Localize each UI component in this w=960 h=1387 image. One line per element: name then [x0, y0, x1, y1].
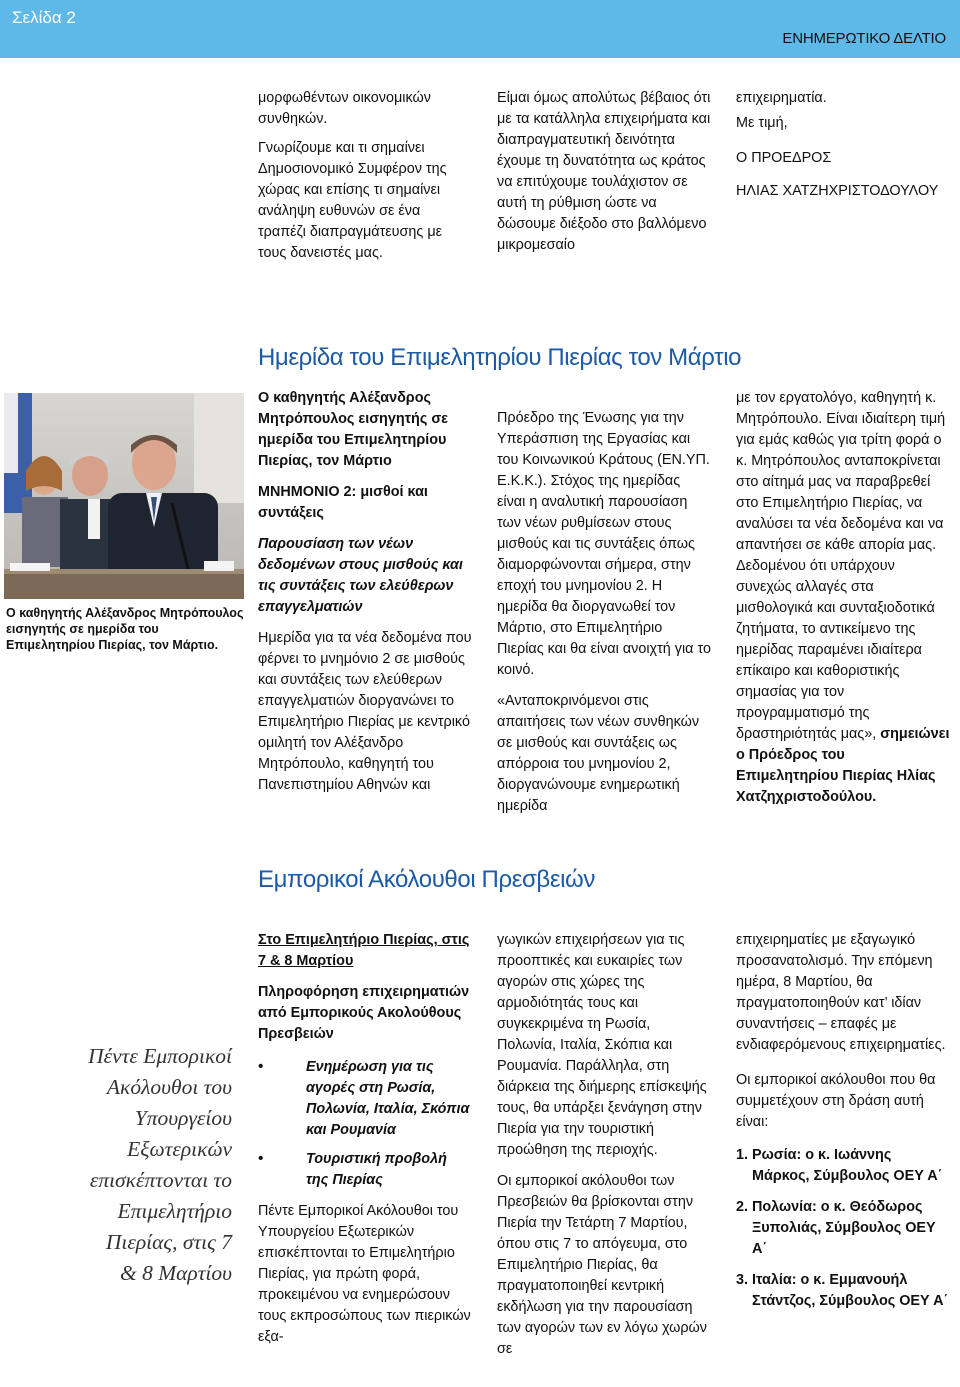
bullet-text: Τουριστική προβολή της Πιερίας — [306, 1151, 447, 1188]
seminar-italic-lead: Παρουσίαση των νέων δεδομένων στους μισθούς και τις συντάξεις των ελεύθερων επαγγελματιών — [258, 536, 463, 615]
attache-list-item — [736, 1270, 950, 1312]
seminar-col-1 — [258, 388, 472, 804]
newsletter-title: ΕΝΗΜΕΡΩΤΙΚΟ ΔΕΛΤΙΟ — [782, 30, 946, 47]
attache-list-item — [736, 1145, 950, 1187]
paragraph: «Ανταποκρινόμενοι στις απαιτήσεις των νέων συνθηκών σε μισθούς και συντάξεις ως απόρροια του μνημονίου 2, διοργανώνουμε ενημερωτική ημερίδα — [497, 693, 700, 814]
attaches-col-2 — [497, 930, 711, 1368]
speaker-photo — [4, 393, 244, 599]
bullet-item — [258, 1057, 472, 1141]
article-title-seminar: Ημερίδα του Επιμελητηρίου Πιερίας τον Μάρτιο — [258, 344, 742, 371]
signature-role: Ο ΠΡΟΕΔΡΟΣ — [736, 150, 832, 166]
seminar-quote: με τον εργατολόγο, καθηγητή κ. Μητρόπουλο. Είναι ιδιαίτερη τιμή για εμάς καθώς για τρίτη φορά ο κ. Μητρόπουλος ανταποκρίνεται στο αίτημά μας να παραβρεθεί στο Επιμελητήριο Πιερίας, να αναλύσει τα νέα δεδομένα και να απαντήσει σε κάθε απορία μας. Δεδομένου ότι υπάρχουν συνεχώς αλλαγές στα μισθολογικά και συνταξιοδοτικά ζητήματα, το αντικείμενο της ημερίδας παραμένει ιδιαίτερα επίκαιρο και καθοριστικής σημασίας για τον προγραμματισμό της δραστηριότητάς μας», — [736, 390, 946, 742]
list-number: 3. — [736, 1272, 749, 1288]
bullet-icon: • — [258, 1151, 264, 1167]
page-number: Σελίδα 2 — [12, 8, 76, 27]
list-number: 1. — [736, 1147, 749, 1163]
list-text: Ιταλία: ο κ. Εμμανουήλ Στάντζος, Σύμβουλος ΟΕΥ Α΄ — [752, 1272, 949, 1309]
attaches-col-1 — [258, 930, 472, 1356]
paragraph: Γνωρίζουμε και τι σημαίνει Δημοσιονομικό Συμφέρον της χώρας και επίσης τι σημαίνει ανάληψη ευθυνών σε ένα τραπέζι διαπραγμάτευσης με τους δανειστές μας. — [258, 140, 447, 261]
paragraph: Ημερίδα για τα νέα δεδομένα που φέρνει το μνημόνιο 2 σε μισθούς και συντάξεις των ελεύθερων επαγγελματιών διοργανώνει το Επιμελητήριο Πιερίας με κεντρικό ομιλητή τον Αλέξανδρο Μητρόπουλο, καθηγητή του Πανεπιστημίου Αθηνών και — [258, 630, 472, 793]
page-header — [0, 0, 960, 58]
paragraph: γωγικών επιχειρήσεων για τις προοπτικές και ευκαιρίες των αγορών στις χώρες της αρμοδιότητάς τους και συγκεκριμένα τη Ρωσία, Πολωνία, Ιταλία, Σκόπια και Ρουμανία. Παράλληλα, στη διάρκεια της διήμερης επίσκεψής τους, θα υπάρξει ξενάγηση στην Πιερία για την τουριστική προώθηση της περιοχής. — [497, 932, 707, 1158]
top-col-2 — [497, 88, 711, 264]
paragraph: Οι εμπορικοί ακόλουθοι των Πρεσβειών θα βρίσκονται στην Πιερία την Τετάρτη 7 Μαρτίου, όπου στις 7 το απόγευμα, στο Επιμελητήριο Πιερίας, θα πραγματοποιηθεί κεντρική εκδήλωση για την παρουσίαση των αγορών των εν λόγω χωρών σε — [497, 1173, 707, 1357]
seminar-col-3 — [736, 388, 950, 816]
seminar-col-2 — [497, 408, 711, 825]
bullet-text: Ενημέρωση για τις αγορές στη Ρωσία, Πολωνία, Ιταλία, Σκόπια και Ρουμανία — [306, 1059, 470, 1138]
attache-list-item — [736, 1197, 950, 1260]
paragraph — [736, 388, 950, 808]
pull-quote: Πέντε Εμπορικοί Ακόλουθοι του Υπουργείου Εξωτερικών επισκέπτονται το Επιμελητήριο Πιερίας, στις 7 & 8 Μαρτίου — [88, 1044, 232, 1285]
list-text: Πολωνία: ο κ. Θεόδωρος Ξυπολιάς, Σύμβουλος ΟΕΥ Α΄ — [752, 1199, 936, 1257]
paragraph: Είμαι όμως απολύτως βέβαιος ότι με τα κατάλληλα επιχειρήματα και διαπραγματευτική δεινότητα έχουμε τη δυνατότητα ως κράτος να επιτύχουμε τουλάχιστον σε αυτή τη ρύθμιση ώστε να δώσουμε διέξοδο στο βαλλόμενο μικρομεσαίο — [497, 90, 711, 253]
signature-regards: Με τιμή, — [736, 115, 788, 131]
attaches-col-3 — [736, 930, 950, 1322]
paragraph: επιχειρηματίες με εξαγωγικό προσανατολισμό. Την επόμενη ημέρα, 8 Μαρτίου, θα πραγματοποιηθούν κατ’ ιδίαν συναντήσεις – επαφές με ενδιαφερόμενους επιχειρηματίες. — [736, 932, 946, 1053]
seminar-intro: Ο καθηγητής Αλέξανδρος Μητρόπουλος εισηγητής σε ημερίδα του Επιμελητηρίου Πιερίας, τον Μάρτιο — [258, 390, 449, 469]
top-col-3 — [736, 88, 954, 210]
list-number: 2. — [736, 1199, 749, 1215]
photo-caption: Ο καθηγητής Αλέξανδρος Μητρόπουλος εισηγητής σε ημερίδα του Επιμελητηρίου Πιερίας, τον Μάρτιο. — [6, 606, 244, 652]
signature-name: ΗΛΙΑΣ ΧΑΤΖΗΧΡΙΣΤΟΔΟΥΛΟΥ — [736, 183, 939, 199]
bullet-item — [258, 1149, 472, 1191]
article-title-attaches: Εμπορικοί Ακόλουθοι Πρεσβειών — [258, 866, 595, 893]
paragraph: μορφωθέντων οικονομικών συνθηκών. — [258, 90, 431, 127]
dateline: Στο Επιμελητήριο Πιερίας, στις 7 & 8 Μαρτίου — [258, 932, 470, 969]
top-col-1 — [258, 88, 470, 272]
photo-illustration — [4, 393, 244, 599]
paragraph: επιχειρηματία. — [736, 90, 827, 106]
paragraph: Οι εμπορικοί ακόλουθοι που θα συμμετέχουν στη δράση αυτή είναι: — [736, 1072, 936, 1130]
attaches-subhead: Πληροφόρηση επιχειρηματιών από Εμπορικούς Ακολούθους Πρεσβειών — [258, 984, 470, 1042]
paragraph: Πέντε Εμπορικοί Ακόλουθοι του Υπουργείου Εξωτερικών επισκέπτονται το Επιμελητήριο Πιερίας, για πρώτη φορά, προκειμένου να ενημερώσουν τους εκπροσώπους των πιερικών εξα- — [258, 1203, 471, 1345]
bullet-icon: • — [258, 1059, 264, 1075]
list-text: Ρωσία: ο κ. Ιωάννης Μάρκος, Σύμβουλος ΟΕΥ Α΄ — [752, 1147, 943, 1184]
paragraph: Πρόεδρο της Ένωσης για την Υπεράσπιση της Εργασίας και του Κοινωνικού Κράτους (ΕΝ.ΥΠ. Ε.Κ.Κ.). Στόχος της ημερίδας είναι η αναλυτική παρουσίαση των νέων ρυθμίσεων στους μισθούς και τις συντάξεις όπως διαμορφώνονται σήμερα, στην εποχή του μνημονίου 2. Η ημερίδα θα διοργανωθεί τον Μάρτιο, στο Επιμελητήριο Πιερίας και θα είναι ανοιχτή για το κοινό. — [497, 410, 711, 678]
seminar-attribution: σημειώνει ο Πρόεδρος του Επιμελητηρίου Πιερίας Ηλίας Χατζηχριστοδούλου. — [736, 726, 950, 805]
seminar-subhead: ΜΝΗΜΟΝΙΟ 2: μισθοί και συντάξεις — [258, 484, 428, 521]
